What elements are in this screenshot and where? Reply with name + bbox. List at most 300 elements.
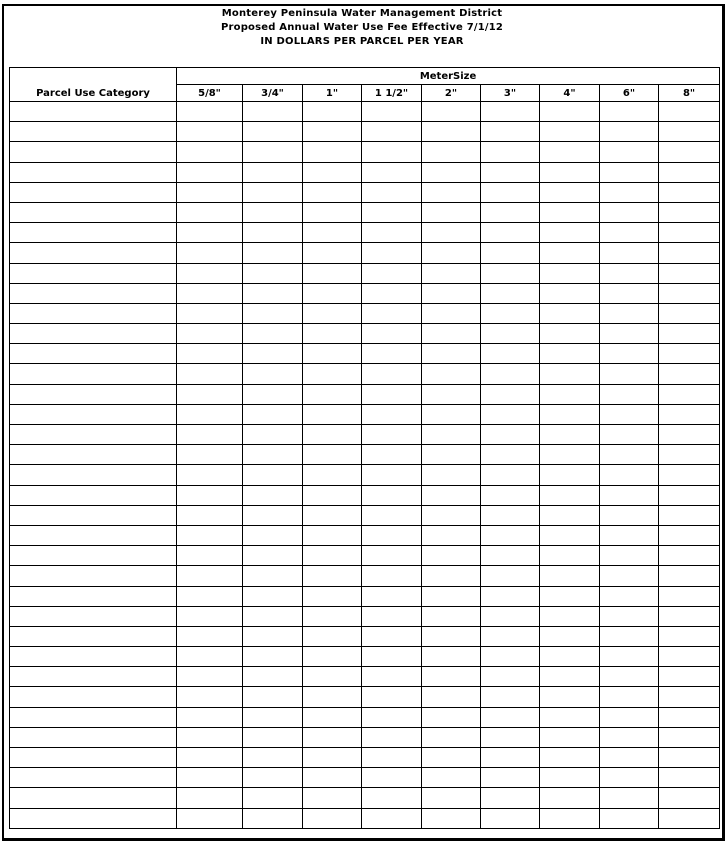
fee-cell [303,445,362,465]
fee-cell [481,162,540,182]
table-row [10,223,720,243]
fee-cell [303,768,362,788]
fee-cell [362,404,422,424]
fee-cell [177,546,243,566]
fee-cell [481,364,540,384]
fee-cell [362,162,422,182]
category-cell [10,283,177,303]
fee-cell [303,707,362,727]
fee-cell [422,748,481,768]
fee-cell [362,344,422,364]
fee-cell [600,525,659,545]
fee-cell [659,344,720,364]
fee-cell [540,707,600,727]
fee-cell [422,223,481,243]
fee-cell [481,465,540,485]
fee-cell [540,808,600,828]
fee-cell [659,182,720,202]
fee-cell [600,303,659,323]
fee-cell [600,223,659,243]
fee-cell [362,223,422,243]
fee-cell [659,425,720,445]
fee-cell [362,283,422,303]
fee-cell [303,364,362,384]
fee-cell [243,445,303,465]
fee-cell [422,566,481,586]
fee-cell [177,748,243,768]
fee-cell [177,465,243,485]
fee-cell [303,324,362,344]
fee-cell [243,102,303,122]
fee-cell [540,566,600,586]
fee-cell [243,727,303,747]
fee-cell [481,243,540,263]
fee-cell [600,324,659,344]
category-cell [10,425,177,445]
fee-cell [600,707,659,727]
fee-cell [422,606,481,626]
fee-cell [540,606,600,626]
fee-cell [422,687,481,707]
fee-cell [600,647,659,667]
fee-cell [243,768,303,788]
fee-cell [177,384,243,404]
fee-cell [540,223,600,243]
fee-cell [422,243,481,263]
fee-cell [177,102,243,122]
fee-cell [540,667,600,687]
fee-cell [659,223,720,243]
fee-cell [481,445,540,465]
fee-cell [362,303,422,323]
fee-cell [422,445,481,465]
fee-cell [659,667,720,687]
fee-cell [422,768,481,788]
table-row [10,303,720,323]
fee-cell [659,566,720,586]
fee-cell [659,384,720,404]
fee-cell [303,384,362,404]
fee-cell [362,505,422,525]
fee-cell [600,263,659,283]
meter-size-group-header: MeterSize [177,68,720,85]
fee-cell [177,263,243,283]
fee-cell [362,324,422,344]
fee-cell [303,505,362,525]
fee-cell [243,525,303,545]
category-cell [10,505,177,525]
fee-cell [422,626,481,646]
fee-cell [600,546,659,566]
fee-cell [659,243,720,263]
table-row [10,122,720,142]
fee-cell [303,748,362,768]
fee-cell [481,384,540,404]
table-row [10,546,720,566]
fee-cell [481,586,540,606]
fee-table [9,67,720,829]
fee-cell [422,525,481,545]
fee-cell [422,727,481,747]
fee-cell [243,606,303,626]
fee-cell [177,566,243,586]
category-cell [10,243,177,263]
fee-cell [600,465,659,485]
category-cell [10,142,177,162]
fee-cell [243,182,303,202]
table-row [10,485,720,505]
fee-cell [362,465,422,485]
fee-cell [600,768,659,788]
fee-cell [243,404,303,424]
fee-cell [600,344,659,364]
table-row [10,182,720,202]
fee-cell [177,182,243,202]
fee-cell [540,182,600,202]
fee-cell [177,223,243,243]
fee-cell [540,626,600,646]
fee-cell [303,727,362,747]
fee-cell [362,788,422,808]
fee-cell [481,788,540,808]
meter-size-header-cell: 3/4" [243,85,303,102]
fee-cell [481,122,540,142]
fee-cell [540,748,600,768]
meter-size-header-cell: 4" [540,85,600,102]
fee-cell [177,142,243,162]
fee-cell [177,162,243,182]
fee-cell [362,202,422,222]
fee-cell [177,707,243,727]
fee-cell [362,122,422,142]
meter-size-header-cell: 1 1/2" [362,85,422,102]
fee-cell [303,263,362,283]
fee-cell [422,283,481,303]
fee-cell [362,667,422,687]
fee-cell [422,344,481,364]
fee-cell [243,223,303,243]
fee-cell [422,647,481,667]
fee-cell [659,546,720,566]
category-cell [10,586,177,606]
fee-cell [303,626,362,646]
fee-cell [659,283,720,303]
meter-size-header-cell: 1" [303,85,362,102]
fee-cell [540,647,600,667]
fee-cell [659,465,720,485]
fee-cell [481,808,540,828]
category-cell [10,525,177,545]
fee-cell [177,485,243,505]
fee-cell [177,667,243,687]
fee-cell [177,788,243,808]
fee-cell [362,364,422,384]
table-row [10,162,720,182]
fee-cell [481,425,540,445]
fee-cell [177,727,243,747]
fee-cell [177,202,243,222]
fee-cell [600,243,659,263]
fee-cell [422,505,481,525]
fee-cell [481,525,540,545]
fee-cell [303,344,362,364]
table-row [10,283,720,303]
fee-cell [481,202,540,222]
fee-cell [540,122,600,142]
fee-cell [600,748,659,768]
fee-cell [243,364,303,384]
category-cell [10,647,177,667]
fee-cell [540,687,600,707]
fee-cell [600,566,659,586]
fee-cell [243,748,303,768]
fee-cell [659,263,720,283]
fee-cell [600,162,659,182]
fee-cell [659,122,720,142]
fee-cell [481,546,540,566]
fee-cell [362,647,422,667]
fee-cell [481,303,540,323]
table-row [10,586,720,606]
fee-table-body [10,102,720,829]
fee-cell [303,142,362,162]
category-cell [10,768,177,788]
fee-cell [540,283,600,303]
fee-cell [177,808,243,828]
table-row [10,243,720,263]
fee-cell [481,182,540,202]
fee-cell [481,768,540,788]
category-cell [10,788,177,808]
fee-cell [362,546,422,566]
fee-cell [600,364,659,384]
fee-cell [243,586,303,606]
document-title-block [0,7,724,49]
category-cell [10,485,177,505]
table-row [10,667,720,687]
fee-cell [243,626,303,646]
fee-cell [422,364,481,384]
fee-cell [481,344,540,364]
fee-cell [600,425,659,445]
fee-cell [303,303,362,323]
fee-cell [540,425,600,445]
fee-cell [243,324,303,344]
table-row [10,505,720,525]
fee-cell [481,223,540,243]
fee-cell [481,566,540,586]
fee-cell [540,768,600,788]
fee-cell [303,223,362,243]
fee-cell [540,546,600,566]
fee-cell [243,505,303,525]
fee-cell [540,465,600,485]
fee-cell [362,243,422,263]
fee-cell [422,102,481,122]
fee-cell [243,142,303,162]
fee-cell [659,647,720,667]
table-row [10,768,720,788]
fee-cell [481,687,540,707]
fee-cell [362,586,422,606]
fee-cell [540,525,600,545]
fee-cell [659,202,720,222]
category-cell [10,102,177,122]
fee-cell [600,626,659,646]
fee-cell [600,485,659,505]
fee-cell [659,626,720,646]
table-row [10,525,720,545]
fee-cell [481,505,540,525]
fee-cell [243,263,303,283]
fee-cell [303,465,362,485]
fee-cell [422,465,481,485]
fee-cell [540,102,600,122]
fee-cell [177,687,243,707]
fee-cell [481,626,540,646]
fee-cell [659,142,720,162]
fee-cell [243,808,303,828]
fee-cell [177,243,243,263]
fee-cell [177,505,243,525]
fee-cell [481,606,540,626]
fee-cell [659,445,720,465]
fee-cell [243,344,303,364]
category-cell [10,324,177,344]
fee-cell [540,303,600,323]
fee-cell [303,647,362,667]
title-line-2: Proposed Annual Water Use Fee Effective 7/1/12 [220,22,504,33]
fee-cell [303,122,362,142]
category-cell [10,162,177,182]
category-cell [10,546,177,566]
fee-cell [177,404,243,424]
fee-cell [600,182,659,202]
fee-cell [303,404,362,424]
fee-cell [243,465,303,485]
fee-cell [600,283,659,303]
fee-cell [659,606,720,626]
fee-cell [362,445,422,465]
fee-cell [422,667,481,687]
fee-cell [243,707,303,727]
table-row [10,364,720,384]
fee-cell [177,626,243,646]
fee-cell [362,263,422,283]
fee-cell [422,384,481,404]
category-cell [10,384,177,404]
fee-cell [659,768,720,788]
fee-cell [600,808,659,828]
fee-cell [600,505,659,525]
category-cell [10,707,177,727]
category-cell [10,687,177,707]
fee-cell [362,687,422,707]
fee-cell [303,606,362,626]
fee-cell [481,748,540,768]
fee-cell [422,546,481,566]
fee-cell [177,283,243,303]
fee-cell [303,586,362,606]
table-row [10,687,720,707]
fee-cell [481,485,540,505]
parcel-use-category-header: Parcel Use Category [10,68,177,102]
fee-cell [243,647,303,667]
fee-cell [422,788,481,808]
fee-cell [659,364,720,384]
category-cell [10,566,177,586]
table-row [10,748,720,768]
fee-cell [177,445,243,465]
fee-cell [362,102,422,122]
table-row [10,647,720,667]
fee-cell [243,687,303,707]
category-cell [10,727,177,747]
category-cell [10,182,177,202]
fee-cell [362,182,422,202]
fee-cell [540,324,600,344]
fee-cell [659,748,720,768]
fee-cell [243,283,303,303]
fee-cell [600,404,659,424]
fee-cell [303,485,362,505]
fee-cell [659,102,720,122]
table-row [10,142,720,162]
fee-cell [600,606,659,626]
table-row [10,707,720,727]
fee-cell [481,263,540,283]
fee-cell [481,707,540,727]
fee-cell [303,162,362,182]
category-cell [10,202,177,222]
fee-cell [422,404,481,424]
fee-cell [600,445,659,465]
fee-cell [422,707,481,727]
fee-cell [600,788,659,808]
fee-cell [422,122,481,142]
fee-cell [362,525,422,545]
fee-cell [422,162,481,182]
fee-cell [540,404,600,424]
category-cell [10,445,177,465]
fee-cell [362,707,422,727]
meter-size-header-cell: 2" [422,85,481,102]
fee-cell [659,788,720,808]
fee-cell [177,768,243,788]
meter-size-header-cell: 5/8" [177,85,243,102]
table-row [10,324,720,344]
table-row [10,384,720,404]
fee-cell [303,102,362,122]
fee-cell [422,808,481,828]
fee-cell [362,485,422,505]
fee-cell [362,768,422,788]
fee-cell [422,324,481,344]
fee-cell [422,425,481,445]
fee-cell [540,263,600,283]
fee-cell [659,808,720,828]
category-cell [10,303,177,323]
table-row [10,404,720,424]
fee-cell [303,808,362,828]
fee-cell [481,647,540,667]
fee-cell [243,566,303,586]
fee-cell [177,303,243,323]
fee-cell [303,425,362,445]
fee-cell [243,122,303,142]
fee-cell [177,606,243,626]
fee-cell [243,546,303,566]
